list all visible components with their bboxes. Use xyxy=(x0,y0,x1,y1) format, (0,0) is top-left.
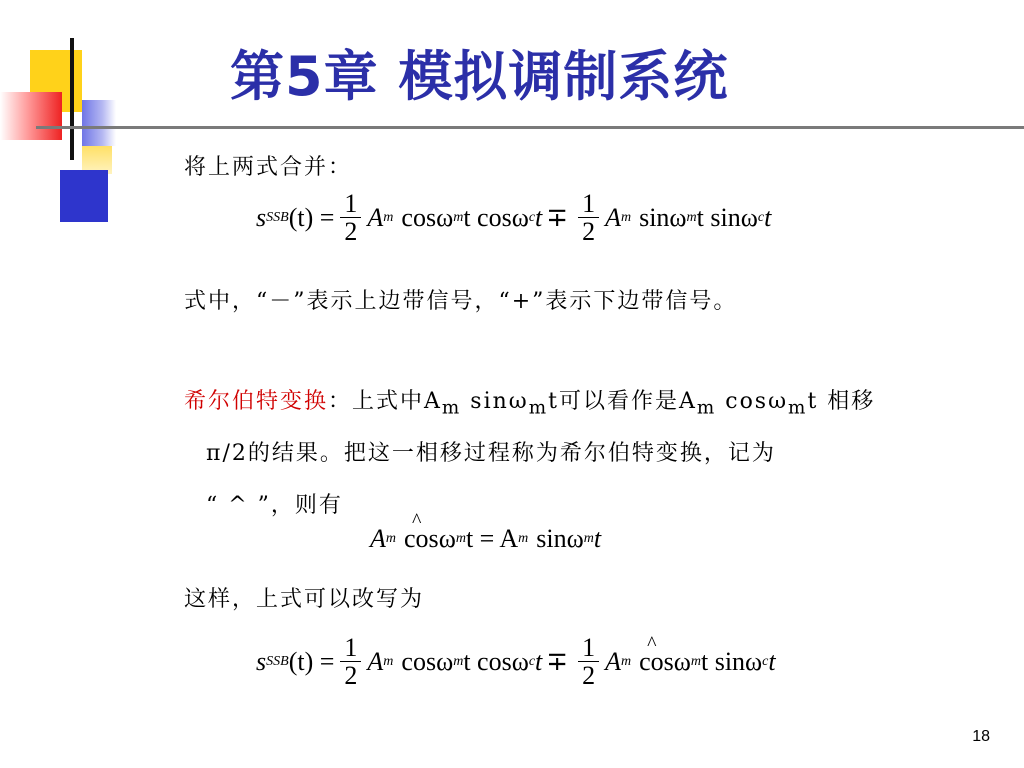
text-rewrite-line: 这样，上式可以改写为 xyxy=(184,587,425,612)
fraction-half: $\frac{1}{2}$ xyxy=(578,634,599,690)
equation-ssb-2: s SSB (t) = $\frac{1}{2}$ A m cosω m t cosω c t ∓ $\frac{1}{2}$ A m ^ cosω m t sinω c t xyxy=(256,634,776,690)
fraction-half: $\frac{1}{2}$ xyxy=(340,190,361,246)
hilbert-paragraph-line1: 希尔伯特变换：上式中$A_m$ sinω$_m$t可以看作是$A_m$ cosω$_m$t 相移 xyxy=(184,389,876,419)
equation-hilbert: A m ^ cos ω m t = A m sinω m t xyxy=(370,524,601,554)
decor-red-block xyxy=(0,92,62,140)
slide-title: 第5章 模拟调制系统 xyxy=(230,45,729,108)
hat-symbol: ^ cos xyxy=(404,524,439,554)
equation-ssb-1: s SSB (t) = $\frac{1}{2}$ A m cosω m t cosω c t ∓ $\frac{1}{2}$ A m sinω m t sinω c t xyxy=(256,189,772,247)
decor-vertical-line xyxy=(70,38,74,160)
decor-light-blue-block xyxy=(82,100,116,146)
hilbert-paragraph-line3: “ ^ ”，则有 xyxy=(206,493,343,518)
hilbert-term: 希尔伯特变换 xyxy=(184,389,329,414)
fraction-half: $\frac{1}{2}$ xyxy=(578,190,599,246)
text-merge-line: 将上两式合并： xyxy=(184,155,353,180)
decor-blue-block xyxy=(60,170,108,222)
title-underline xyxy=(36,126,1024,129)
text-sideband-explanation: 式中，“－”表示上边带信号，“+”表示下边带信号。 xyxy=(184,289,738,314)
hilbert-paragraph-line2: π/2的结果。把这一相移过程称为希尔伯特变换，记为 xyxy=(206,441,776,466)
fraction-half: $\frac{1}{2}$ xyxy=(340,634,361,690)
page-number: 18 xyxy=(972,728,990,745)
